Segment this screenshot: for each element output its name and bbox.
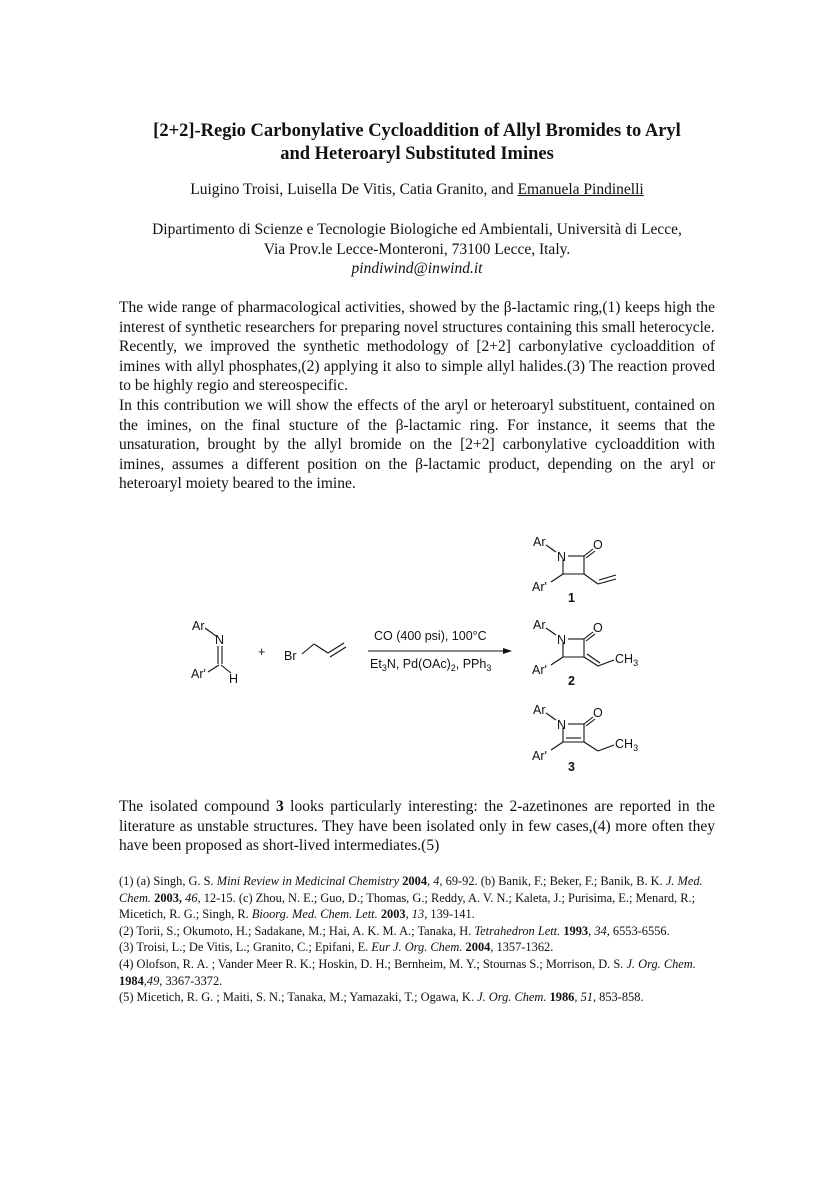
p2-ar-prime: Ar' (532, 663, 547, 677)
p3-ar: Ar (533, 703, 546, 717)
presenting-author: Emanuela Pindinelli (517, 181, 644, 198)
plus-sign: + (258, 645, 266, 659)
contact-email[interactable]: pindiwind@inwind.it (351, 260, 483, 277)
compound-label-3: 3 (568, 760, 575, 774)
bond-vinyl-a (328, 643, 344, 653)
p3-n: N (557, 718, 567, 732)
bond-br-ch2 (302, 644, 314, 654)
imine-ar-prime: Ar' (191, 667, 206, 681)
cond-pph-sub: 3 (486, 663, 492, 673)
p1-ar-prime: Ar' (532, 580, 547, 594)
p3-o: O (593, 706, 603, 720)
conclusion (119, 797, 715, 856)
cond-pph: , PPh (455, 657, 487, 671)
imine-h: H (229, 672, 239, 686)
cond-et: Et (370, 657, 382, 671)
paper-title (100, 120, 734, 166)
reference-5: (5) Micetich, R. G. ; Maiti, S. N.; Tanaka, M.; Yamazaki, T.; Ogawa, K. J. Org. Chem. 1986, 51, 853-858. (119, 990, 644, 1005)
p3-ch3: $CH_3$ (615, 737, 639, 753)
reference-3: (3) Troisi, L.; De Vitis, L.; Granito, C.; Epifani, E. Eur J. Org. Chem. 2004, 1357-1362. (119, 940, 554, 955)
p2-ar: Ar (533, 618, 546, 632)
imine-ar: Ar (192, 619, 205, 633)
paragraph-2: Recently, we improved the synthetic methodology of [2+2] carbonylative cycloaddition of imines with allyl phosphates,(2) applying it also to simple allyl halides.(3) The reaction proved to be highly regio and stereospecific. (119, 338, 715, 395)
bond-vinyl-b (330, 647, 346, 657)
reference-2: (2) Torii, S.; Okumoto, H.; Sadakane, M.; Hai, A. K. M. A.; Tanaka, H. Tetrahedron Lett. 1993, 34, 6553-6556. (119, 923, 670, 938)
paragraph-1: The wide range of pharmacological activities, showed by the β-lactamic ring,(1) keeps high the interest of synthetic researchers for preparing novel structures containing this small heterocycle. (119, 299, 715, 336)
conditions-top: CO (400 psi), 100°C (374, 629, 487, 643)
p3-ar-prime: Ar' (532, 749, 547, 763)
p1-ar: Ar (533, 535, 546, 549)
compound-label-2: 2 (568, 674, 575, 688)
authors: Luigino Troisi, Luisella De Vitis, Catia Granito, and (190, 181, 518, 198)
introduction (119, 298, 715, 494)
affiliation-line-2: Via Prov.le Lecce-Monteroni, 73100 Lecce, Italy. (263, 240, 571, 258)
references (119, 873, 719, 1006)
conclusion-paragraph: The isolated compound 3 looks particularly interesting: the 2-azetinones are reported in the literature as unstable structures. They have been isolated only in few cases,(4) more often they have been proposed as short-lived intermediates.(5) (119, 798, 715, 855)
cond-n-pd: N, Pd(OAc) (386, 657, 451, 671)
conditions-bottom (370, 657, 491, 673)
reaction-scheme (0, 520, 834, 790)
scheme-bonds (205, 545, 616, 751)
affiliation (100, 220, 734, 279)
paragraph-3: In this contribution we will show the effects of the aryl or heteroaryl substituent, contained on the imines, on the final stucture of the β-lactamic ring. For instance, it seems that the unsaturation, brought by the allyl bromide on the [2+2] carbonylative cycloaddition with imines, assumes a different position on the β-lactamic product, depending on the aryl or heteroaryl moiety beared to the imine. (119, 396, 715, 493)
p1-o: O (593, 538, 603, 552)
cond-pd-sub: 2 (450, 663, 456, 673)
cond-et-sub: 3 (381, 663, 387, 673)
bond-c-ar-prime (208, 665, 219, 672)
p2-o: O (593, 621, 603, 635)
imine-n: N (215, 633, 225, 647)
reference-4: (4) Olofson, R. A. ; Vander Meer R. K.; Hoskin, D. H.; Bernheim, M. Y.; Stournas S.; Morrison, D. S. J. Org. Chem. 1984,49, 3367-3372. (119, 956, 696, 988)
reaction-arrow-head (503, 648, 512, 654)
p2-n: N (557, 633, 567, 647)
reference-1: (1) (a) Singh, G. S. Mini Review in Medicinal Chemistry 2004, 4, 69-92. (b) Banik, F.; Beker, F.; Banik, B. K. J. Med. Chem. 2003, 46, 12-15. (c) Zhou, N. E.; Guo, D.; Thomas, G.; Reddy, A. V. N.; Kaleta, J.; Purisima, E.; Menard, R.; Micetich, R. G.; Singh, R. Bioorg. Med. Chem. Lett. 2003, 13, 139-141. (119, 874, 703, 922)
affiliation-line-1: Dipartimento di Scienze e Tecnologie Biologiche ed Ambientali, Università di Lecce, (152, 221, 682, 238)
p2-ch3: $CH_3$ (615, 652, 639, 668)
title-line-1: [2+2]-Regio Carbonylative Cycloaddition of Allyl Bromides to Aryl (153, 121, 681, 141)
author-list (100, 180, 734, 200)
bond-ch2-ch (314, 644, 328, 653)
title-line-2: and Heteroaryl Substituted Imines (280, 144, 554, 164)
allyl-br: Br (284, 649, 297, 663)
compound-label-1: 1 (568, 591, 575, 605)
p1-n: N (557, 550, 567, 564)
compound-ref: 3 (275, 798, 284, 815)
